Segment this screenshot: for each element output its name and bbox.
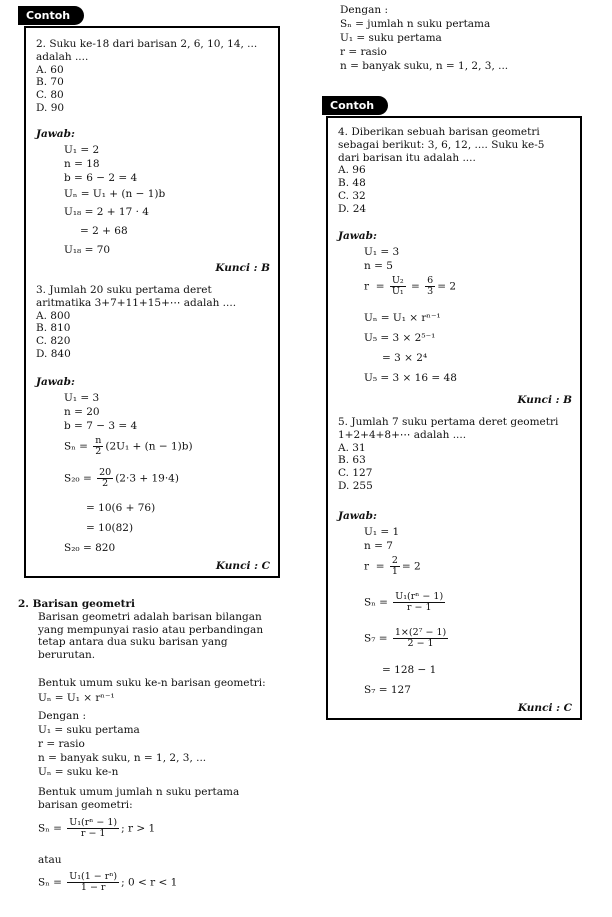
def-r: r = rasio: [38, 738, 85, 750]
section-para1-line2: yang mempunyai rasio atau perbandingan: [38, 623, 264, 636]
section-atau: atau: [38, 854, 62, 866]
section-para1-line3: tetap antara dua suku barisan yang: [38, 636, 228, 649]
q4-work-l4: U₅ = 3 × 16 = 48: [364, 372, 457, 384]
contoh-tag-right: Contoh: [322, 96, 388, 115]
q3-work-line-b: = 10(82): [86, 522, 134, 534]
q4-option-c: C. 32: [338, 189, 366, 202]
q5-work-lb: S₇ = 127: [364, 684, 411, 696]
q3-work-b: b = 7 − 3 = 4: [64, 420, 138, 432]
q5-sn-frac: $\frac{\text{U₁(rⁿ − 1)}}{r - 1}$: [395, 591, 444, 613]
example-box-right: [326, 116, 582, 720]
q5-work-s7: S₇ = $\frac{\text{1×(2⁷ − 1)}}{2 - 1}$: [364, 627, 447, 649]
q2-work-u1: U₁ = 2: [64, 144, 100, 156]
q5-work-n: n = 7: [364, 540, 393, 552]
section-heading: 2. Barisan geometri: [18, 598, 136, 610]
q3-work-u1: U₁ = 3: [64, 392, 100, 404]
q5-option-c: C. 127: [338, 467, 373, 480]
section-para2: Bentuk umum suku ke-n barisan geometri:: [38, 677, 266, 689]
q5-r-frac: $\frac{2}{1}$: [391, 555, 398, 577]
right-def-sn: Sₙ = jumlah n suku pertama: [340, 18, 491, 30]
def-u1: U₁ = suku pertama: [38, 724, 140, 736]
q5-stem-line1: 5. Jumlah 7 suku pertama deret geometri: [338, 416, 559, 428]
formula-un: Uₙ = U₁ × rⁿ⁻¹: [38, 692, 115, 704]
q2-work-result: U₁₈ = 70: [64, 244, 111, 256]
q2-option-d: D. 90: [36, 101, 65, 114]
q2-work-n: n = 18: [64, 158, 100, 170]
q3-option-b: B. 810: [36, 322, 71, 335]
q3-s20-rhs: (2·3 + 19·4): [115, 472, 179, 485]
question-5: [338, 416, 574, 493]
q5-stem-line2: 1+2+4+8+⋯ adalah ....: [338, 428, 467, 441]
right-def-r: r = rasio: [340, 46, 387, 58]
q3-work-sn-formula: Sₙ = $\frac{n}{2}$ (2U₁ + (n − 1)b): [64, 435, 193, 457]
q5-s7-lhs: S₇: [364, 632, 376, 645]
q3-option-d: D. 840: [36, 347, 71, 360]
q4-work-l2: U₅ = 3 × 2⁵⁻¹: [364, 332, 436, 344]
q2-stem-line1: 2. Suku ke-18 dari barisan 2, 6, 10, 14, ...: [36, 38, 258, 50]
section-para1-line4: berurutan.: [38, 649, 96, 662]
example-box-left: [24, 26, 280, 578]
q5-option-d: D. 255: [338, 479, 373, 492]
section-para1: [18, 611, 280, 662]
q2-option-c: C. 80: [36, 89, 64, 102]
q3-option-c: C. 820: [36, 335, 71, 348]
right-dengan: Dengan :: [340, 4, 389, 16]
q4-work-n: n = 5: [364, 260, 393, 272]
formula-sn-lt1: [38, 872, 177, 893]
q4-option-d: D. 24: [338, 202, 367, 215]
question-2: [36, 38, 272, 115]
q3-work-line-c: S₂₀ = 820: [64, 542, 116, 554]
sn1-fraction: $\frac{\text{U₁(rⁿ − 1)}}{r - 1}$: [69, 817, 118, 839]
section-para3: [38, 786, 280, 812]
q2-option-a: A. 60: [36, 63, 64, 76]
right-def-u1: U₁ = suku pertama: [340, 32, 442, 44]
q3-kunci: Kunci : C: [215, 560, 270, 572]
sn1-condition: ; r > 1: [121, 822, 156, 835]
q4-work-u1: U₁ = 3: [364, 246, 400, 258]
q3-stem-line2: aritmatika 3+7+11+15+⋯ adalah ....: [36, 296, 237, 309]
q4-jawab: Jawab:: [338, 230, 377, 242]
def-n: n = banyak suku, n = 1, 2, 3, ...: [38, 752, 207, 764]
q4-work-r: r = $\frac{\text{U₂}}{\text{U₁}}$ = $\frac{6}{3}$ = 2: [364, 275, 457, 297]
q4-stem-line3: dari barisan itu adalah ....: [338, 151, 476, 164]
q3-work-n: n = 20: [64, 406, 100, 418]
q2-kunci: Kunci : B: [215, 262, 270, 274]
q5-r-result: = 2: [401, 560, 421, 573]
sn2-condition: ; 0 < r < 1: [121, 876, 178, 889]
q4-option-a: A. 96: [338, 164, 366, 177]
q3-stem-line1: 3. Jumlah 20 suku pertama deret: [36, 284, 212, 296]
q5-work-la: = 128 − 1: [382, 664, 437, 676]
q3-jawab: Jawab:: [36, 376, 75, 388]
q2-stem-line2: adalah ....: [36, 50, 89, 63]
q3-s20-lhs: S₂₀: [64, 472, 80, 485]
q4-kunci: Kunci : B: [517, 394, 572, 406]
q3-sn-lhs: Sₙ: [64, 440, 76, 453]
contoh-tag-left: Contoh: [18, 6, 84, 25]
q3-work-s20: S₂₀ = $\frac{20}{2}$ (2·3 + 19·4): [64, 467, 179, 489]
q3-sn-rhs: (2U₁ + (n − 1)b): [105, 440, 193, 453]
q5-kunci: Kunci : C: [517, 702, 572, 714]
section-barisan-geometri: [18, 598, 280, 662]
q4-r-result: = 2: [437, 280, 457, 293]
section-para3-line1: Bentuk umum jumlah n suku pertama: [38, 786, 240, 798]
q5-r-lhs: r: [364, 560, 370, 573]
q2-jawab: Jawab:: [36, 128, 75, 140]
question-3: [36, 284, 272, 361]
def-un: Uₙ = suku ke-n: [38, 766, 119, 778]
q5-option-a: A. 31: [338, 441, 366, 454]
q2-work-b: b = 6 − 2 = 4: [64, 172, 138, 184]
q5-s7-frac: $\frac{\text{1×(2⁷ − 1)}}{2 - 1}$: [394, 627, 447, 649]
sn2-fraction: $\frac{\text{U₁(1 − rⁿ)}}{1 - r}$: [69, 871, 118, 893]
formula-sn-rgt1: [38, 818, 155, 839]
section-dengan: Dengan :: [38, 710, 87, 722]
q2-work-sum: = 2 + 68: [80, 225, 128, 237]
q2-work-subst: U₁₈ = 2 + 17 · 4: [64, 206, 149, 218]
section-para3-line2: barisan geometri:: [38, 798, 133, 811]
q5-sn-lhs: Sₙ: [364, 596, 376, 609]
q4-stem-line1: 4. Diberikan sebuah barisan geometri: [338, 126, 540, 138]
q2-work-formula: Uₙ = U₁ + (n − 1)b: [64, 188, 166, 200]
q5-work-r: r = $\frac{2}{1}$ = 2: [364, 555, 421, 577]
q4-option-b: B. 48: [338, 177, 366, 190]
q4-r-frac1: $\frac{\text{U₂}}{\text{U₁}}$: [391, 275, 404, 297]
q4-r-frac2: $\frac{6}{3}$: [427, 275, 434, 297]
q3-sn-fraction: $\frac{n}{2}$: [95, 435, 102, 457]
q2-option-b: B. 70: [36, 76, 64, 89]
q3-s20-fraction: $\frac{20}{2}$: [99, 467, 112, 489]
q5-jawab: Jawab:: [338, 510, 377, 522]
q4-stem-line2: sebagai berikut: 3, 6, 12, .... Suku ke-5: [338, 138, 545, 151]
sn1-lhs: Sₙ =: [38, 822, 62, 835]
section-para1-line1: Barisan geometri adalah barisan bilangan: [38, 610, 262, 623]
q4-work-l3: = 3 × 2⁴: [382, 352, 428, 364]
q3-option-a: A. 800: [36, 309, 71, 322]
question-4: [338, 126, 574, 216]
q4-work-l1: Uₙ = U₁ × rⁿ⁻¹: [364, 312, 441, 324]
q5-work-u1: U₁ = 1: [364, 526, 400, 538]
q5-option-b: B. 63: [338, 454, 366, 467]
q3-work-line-a: = 10(6 + 76): [86, 502, 156, 514]
q4-r-lhs: r: [364, 280, 370, 293]
right-def-n: n = banyak suku, n = 1, 2, 3, ...: [340, 60, 509, 72]
sn2-lhs: Sₙ =: [38, 876, 62, 889]
q5-work-sn: Sₙ = $\frac{\text{U₁(rⁿ − 1)}}{r - 1}$: [364, 591, 444, 613]
